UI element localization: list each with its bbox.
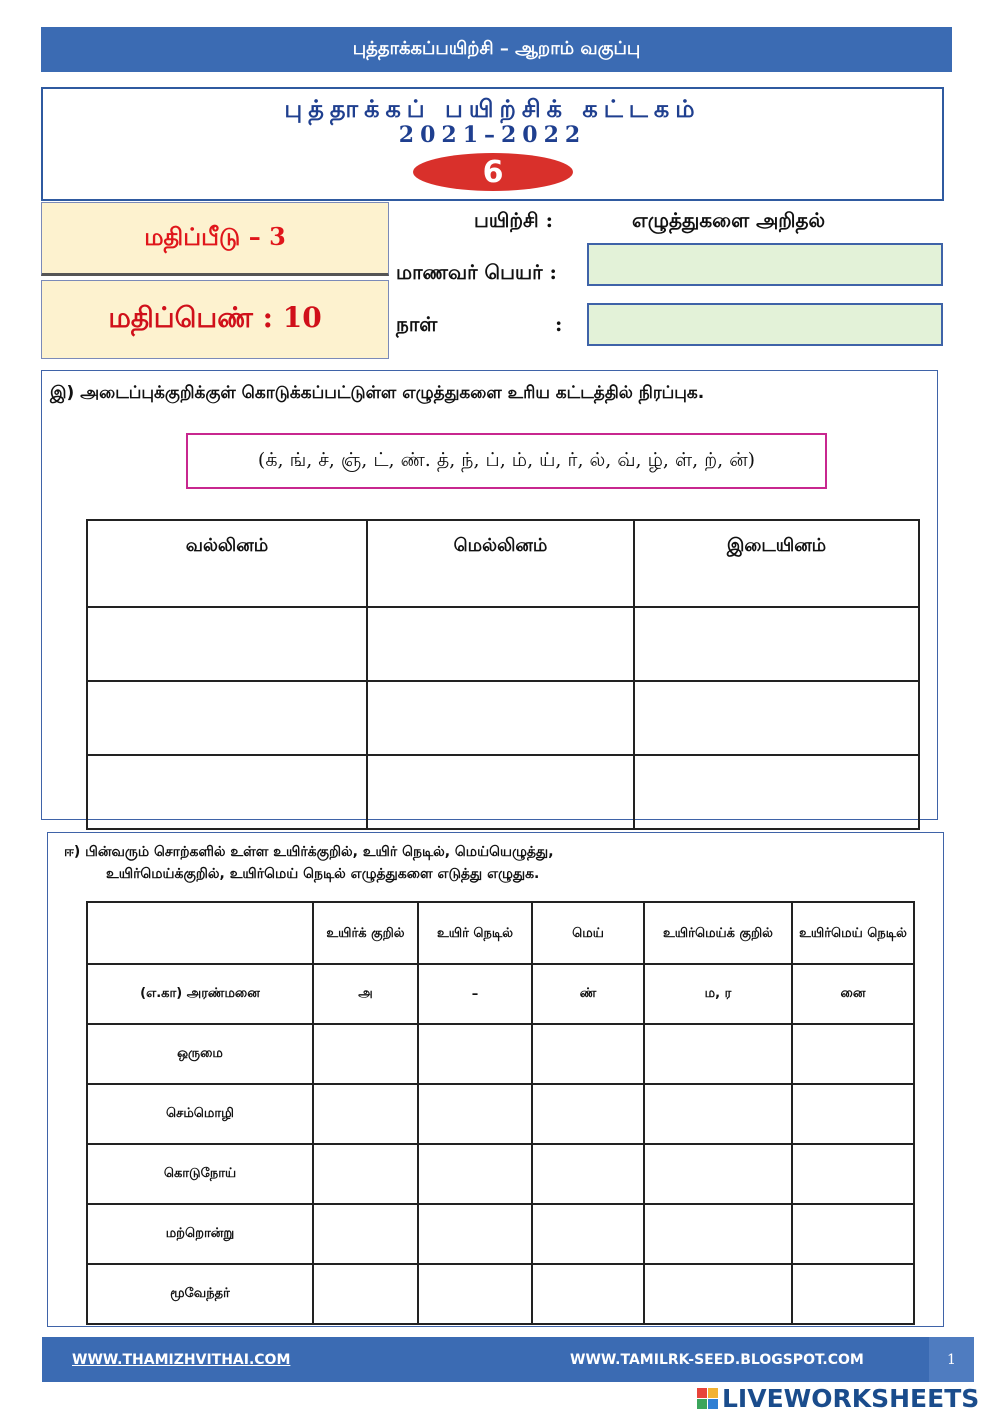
page-footer	[42, 1337, 974, 1382]
col-mellinam: மெல்லினம்	[367, 520, 634, 607]
col-mei: மெய்	[532, 902, 644, 964]
liveworksheets-watermark	[697, 1383, 979, 1413]
answer-cell[interactable]	[367, 755, 634, 829]
date-label: நாள்	[396, 312, 438, 336]
answer-cell: ம, ர	[644, 964, 792, 1024]
footer-link-thamizhvithai[interactable]: WWW.THAMIZHVITHAI.COM	[72, 1352, 291, 1368]
liveworksheets-logo-icon	[697, 1388, 718, 1409]
answer-cell[interactable]	[87, 755, 367, 829]
assessment-label: மதிப்பீடு – 3	[144, 222, 286, 251]
col-uyir-nedil: உயிர் நெடில்	[418, 902, 532, 964]
table-row	[87, 1084, 914, 1144]
page-banner	[41, 27, 952, 72]
section2-instruction	[64, 841, 934, 885]
answer-cell[interactable]	[418, 1084, 532, 1144]
word-cell: மூவேந்தர்	[87, 1264, 313, 1324]
answer-cell[interactable]	[313, 1024, 418, 1084]
col-idaiyinam: இடையினம்	[634, 520, 919, 607]
table-row	[87, 1024, 914, 1084]
answer-cell[interactable]	[532, 1204, 644, 1264]
logo-square	[708, 1399, 718, 1409]
word-cell: (எ.கா) அரண்மனை	[87, 964, 313, 1024]
answer-cell[interactable]	[792, 1024, 914, 1084]
word-cell: செம்மொழி	[87, 1084, 313, 1144]
answer-cell: அ	[313, 964, 418, 1024]
letters-list: (க், ங், ச், ஞ், ட், ண். த், ந், ப், ம், ய், ர், ல், வ், ழ், ள், ற், ன்)	[257, 448, 756, 471]
answer-cell[interactable]	[532, 1024, 644, 1084]
word-cell: கொடுநோய்	[87, 1144, 313, 1204]
word-cell: மற்றொன்று	[87, 1204, 313, 1264]
answer-cell[interactable]	[313, 1144, 418, 1204]
letter-types-table	[86, 901, 915, 1325]
exercise-label: பயிற்சி :	[474, 208, 554, 232]
answer-cell[interactable]	[532, 1084, 644, 1144]
exercise-value: எழுத்துகளை அறிதல்	[632, 208, 826, 232]
answer-cell[interactable]	[644, 1204, 792, 1264]
student-name-label: மாணவர் பெயர் :	[396, 260, 557, 284]
footer-link-tamilrk-seed[interactable]: WWW.TAMILRK-SEED.BLOGSPOT.COM	[570, 1352, 864, 1368]
table-row	[87, 964, 914, 1024]
answer-cell[interactable]	[418, 1264, 532, 1324]
section2-instruction-line2: உயிர்மெய்க்குறில், உயிர்மெய் நெடில் எழுத்துகளை எடுத்து எழுதுக.	[106, 866, 540, 882]
answer-cell[interactable]	[634, 755, 919, 829]
table-row	[87, 1264, 914, 1324]
col-uyirmei-kuril: உயிர்மெய்க் குறில்	[644, 902, 792, 964]
marks-box	[41, 280, 389, 359]
grade-badge	[413, 153, 573, 191]
answer-cell[interactable]	[418, 1144, 532, 1204]
col-vallinam: வல்லினம்	[87, 520, 367, 607]
date-colon: :	[555, 312, 563, 336]
col-uyirmei-nedil: உயிர்மெய் நெடில்	[792, 902, 914, 964]
liveworksheets-text: LIVEWORKSHEETS	[722, 1383, 980, 1413]
answer-cell[interactable]	[792, 1204, 914, 1264]
banner-title: புத்தாக்கப்பயிற்சி – ஆறாம் வகுப்பு	[352, 38, 641, 59]
page-number: 1	[929, 1337, 974, 1382]
worksheet-header	[41, 87, 944, 201]
marks-label: மதிப்பெண் : 10	[108, 301, 322, 334]
col-word	[87, 902, 313, 964]
answer-cell[interactable]	[418, 1024, 532, 1084]
answer-cell: ண்	[532, 964, 644, 1024]
table-row	[87, 1204, 914, 1264]
logo-square	[708, 1388, 718, 1398]
grade-number: 6	[482, 154, 504, 190]
letters-classification-section	[41, 370, 938, 820]
answer-cell[interactable]	[87, 607, 367, 681]
answer-cell[interactable]	[792, 1084, 914, 1144]
date-field[interactable]	[587, 303, 943, 346]
assessment-box	[41, 202, 389, 276]
answer-cell[interactable]	[634, 607, 919, 681]
logo-square	[697, 1388, 707, 1398]
answer-cell[interactable]	[644, 1144, 792, 1204]
answer-cell[interactable]	[532, 1144, 644, 1204]
header-title: புத்தாக்கப் பயிற்சிக் கட்டகம்	[284, 94, 701, 123]
answer-cell[interactable]	[87, 681, 367, 755]
table-row	[87, 681, 919, 755]
logo-square	[697, 1399, 707, 1409]
answer-cell[interactable]	[792, 1264, 914, 1324]
answer-cell[interactable]	[313, 1084, 418, 1144]
answer-cell[interactable]	[644, 1024, 792, 1084]
letters-box	[186, 433, 827, 489]
answer-cell[interactable]	[367, 681, 634, 755]
section2-instruction-line1: ஈ) பின்வரும் சொற்களில் உள்ள உயிர்க்குறில், உயிர் நெடில், மெய்யெழுத்து,	[64, 844, 554, 860]
letter-types-section	[47, 832, 944, 1327]
answer-cell[interactable]	[644, 1084, 792, 1144]
table-header-row	[87, 902, 914, 964]
table-row	[87, 755, 919, 829]
answer-cell[interactable]	[634, 681, 919, 755]
word-cell: ஒருமை	[87, 1024, 313, 1084]
table-row	[87, 607, 919, 681]
answer-cell: னை	[792, 964, 914, 1024]
answer-cell[interactable]	[313, 1204, 418, 1264]
student-name-field[interactable]	[587, 243, 943, 286]
table-row	[87, 1144, 914, 1204]
section1-instruction: இ) அடைப்புக்குறிக்குள் கொடுக்கப்பட்டுள்ள எழுத்துகளை உரிய கட்டத்தில் நிரப்புக.	[50, 383, 705, 403]
answer-cell[interactable]	[792, 1144, 914, 1204]
answer-cell[interactable]	[418, 1204, 532, 1264]
answer-cell[interactable]	[644, 1264, 792, 1324]
answer-cell: –	[418, 964, 532, 1024]
table-header-row	[87, 520, 919, 607]
col-uyir-kuril: உயிர்க் குறில்	[313, 902, 418, 964]
answer-cell[interactable]	[313, 1264, 418, 1324]
answer-cell[interactable]	[532, 1264, 644, 1324]
answer-cell[interactable]	[367, 607, 634, 681]
header-year: 2021–2022	[398, 122, 587, 148]
classification-table	[86, 519, 920, 830]
